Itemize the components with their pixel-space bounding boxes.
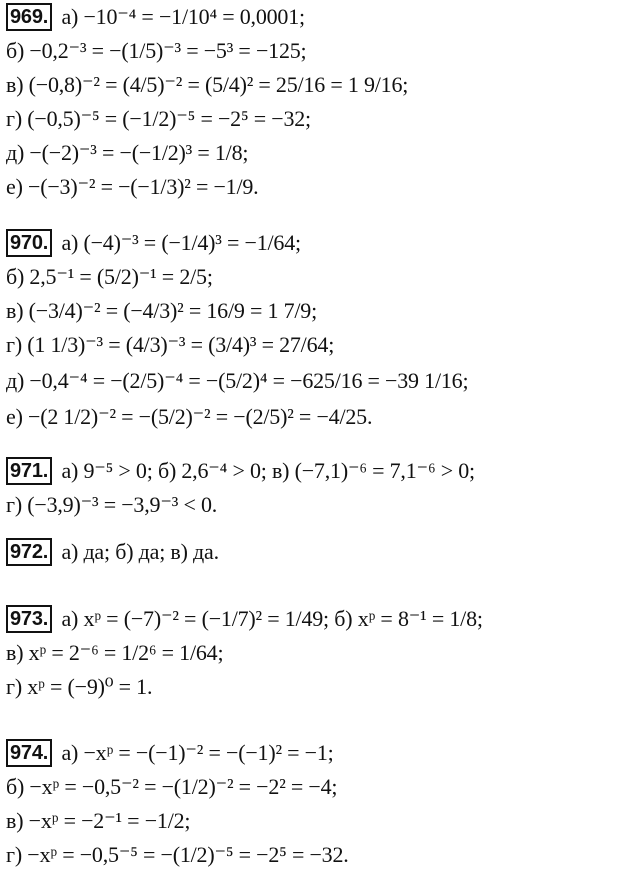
problem-972-line-1	[6, 537, 615, 567]
problem-number-972: 972.	[6, 538, 52, 566]
problem-969-expression-b: б) −0,2⁻³ = −(1/5)⁻³ = −5³ = −125;	[6, 38, 307, 63]
problem-970-expression-v: в) (−3/4)⁻² = (−4/3)² = 16/9 = 1 7/9;	[6, 298, 318, 323]
problem-969-line-5	[6, 138, 615, 168]
problem-969-line-3	[6, 70, 615, 100]
problem-969-line-1	[6, 2, 615, 32]
problem-970-line-2	[6, 262, 615, 292]
problem-969-line-4	[6, 104, 615, 134]
problem-969-expression-v: в) (−0,8)⁻² = (4/5)⁻² = (5/4)² = 25/16 = 1 9/16;	[6, 72, 409, 97]
problem-970-expression-e: е) −(2 1/2)⁻² = −(5/2)⁻² = −(2/5)² = −4/25.	[6, 404, 373, 429]
problem-974-line-4	[6, 840, 615, 870]
problem-971-expression-g: г) (−3,9)⁻³ = −3,9⁻³ < 0.	[6, 492, 218, 517]
problem-971-expression-abv: а) 9⁻⁵ > 0; б) 2,6⁻⁴ > 0; в) (−7,1)⁻⁶ = 7,1⁻⁶ > 0;	[61, 458, 475, 483]
problem-973-line-2	[6, 638, 615, 668]
problem-974-expression-b: б) −xᵖ = −0,5⁻² = −(1/2)⁻² = −2² = −4;	[6, 774, 338, 799]
problem-number-974: 974.	[6, 739, 52, 767]
problem-973-line-3	[6, 672, 615, 702]
problem-974-expression-v: в) −xᵖ = −2⁻¹ = −1/2;	[6, 808, 191, 833]
problem-973-expression-g: г) xᵖ = (−9)⁰ = 1.	[6, 674, 153, 699]
problem-969-expression-g: г) (−0,5)⁻⁵ = (−1/2)⁻⁵ = −2⁵ = −32;	[6, 106, 311, 131]
problem-number-970: 970.	[6, 229, 52, 257]
problem-970-line-5	[6, 366, 615, 396]
problem-970-line-1	[6, 228, 615, 258]
problem-969-line-2	[6, 36, 615, 66]
problem-970-line-3	[6, 296, 615, 326]
problem-number-969: 969.	[6, 3, 52, 31]
problem-974-line-2	[6, 772, 615, 802]
problem-969-expression-a: а) −10⁻⁴ = −1/10⁴ = 0,0001;	[61, 4, 305, 29]
problem-number-973: 973.	[6, 605, 52, 633]
problem-973-line-1	[6, 604, 615, 634]
problem-number-971: 971.	[6, 457, 52, 485]
problem-974-expression-a: а) −xᵖ = −(−1)⁻² = −(−1)² = −1;	[61, 740, 334, 765]
problem-974-expression-g: г) −xᵖ = −0,5⁻⁵ = −(1/2)⁻⁵ = −2⁵ = −32.	[6, 842, 349, 867]
problem-970-expression-g: г) (1 1/3)⁻³ = (4/3)⁻³ = (3/4)³ = 27/64;	[6, 332, 335, 357]
problem-970-line-4	[6, 330, 615, 360]
problem-973-expression-ab: а) xᵖ = (−7)⁻² = (−1/7)² = 1/49; б) xᵖ = 8⁻¹ = 1/8;	[61, 606, 483, 631]
problem-969-expression-d: д) −(−2)⁻³ = −(−1/2)³ = 1/8;	[6, 140, 249, 165]
problem-974-line-1	[6, 738, 615, 768]
problem-970-expression-a: а) (−4)⁻³ = (−1/4)³ = −1/64;	[61, 230, 301, 255]
problem-971-line-2	[6, 490, 615, 520]
problem-974-line-3	[6, 806, 615, 836]
problem-969-expression-e: е) −(−3)⁻² = −(−1/3)² = −1/9.	[6, 174, 259, 199]
problem-969-line-6	[6, 172, 615, 202]
problem-970-line-6	[6, 402, 615, 432]
problem-972-answers: а) да; б) да; в) да.	[61, 539, 219, 564]
problem-973-expression-v: в) xᵖ = 2⁻⁶ = 1/2⁶ = 1/64;	[6, 640, 224, 665]
problem-970-expression-b: б) 2,5⁻¹ = (5/2)⁻¹ = 2/5;	[6, 264, 213, 289]
problem-971-line-1	[6, 456, 615, 486]
problem-970-expression-d: д) −0,4⁻⁴ = −(2/5)⁻⁴ = −(5/2)⁴ = −625/16 = −39 1/16;	[6, 368, 469, 393]
